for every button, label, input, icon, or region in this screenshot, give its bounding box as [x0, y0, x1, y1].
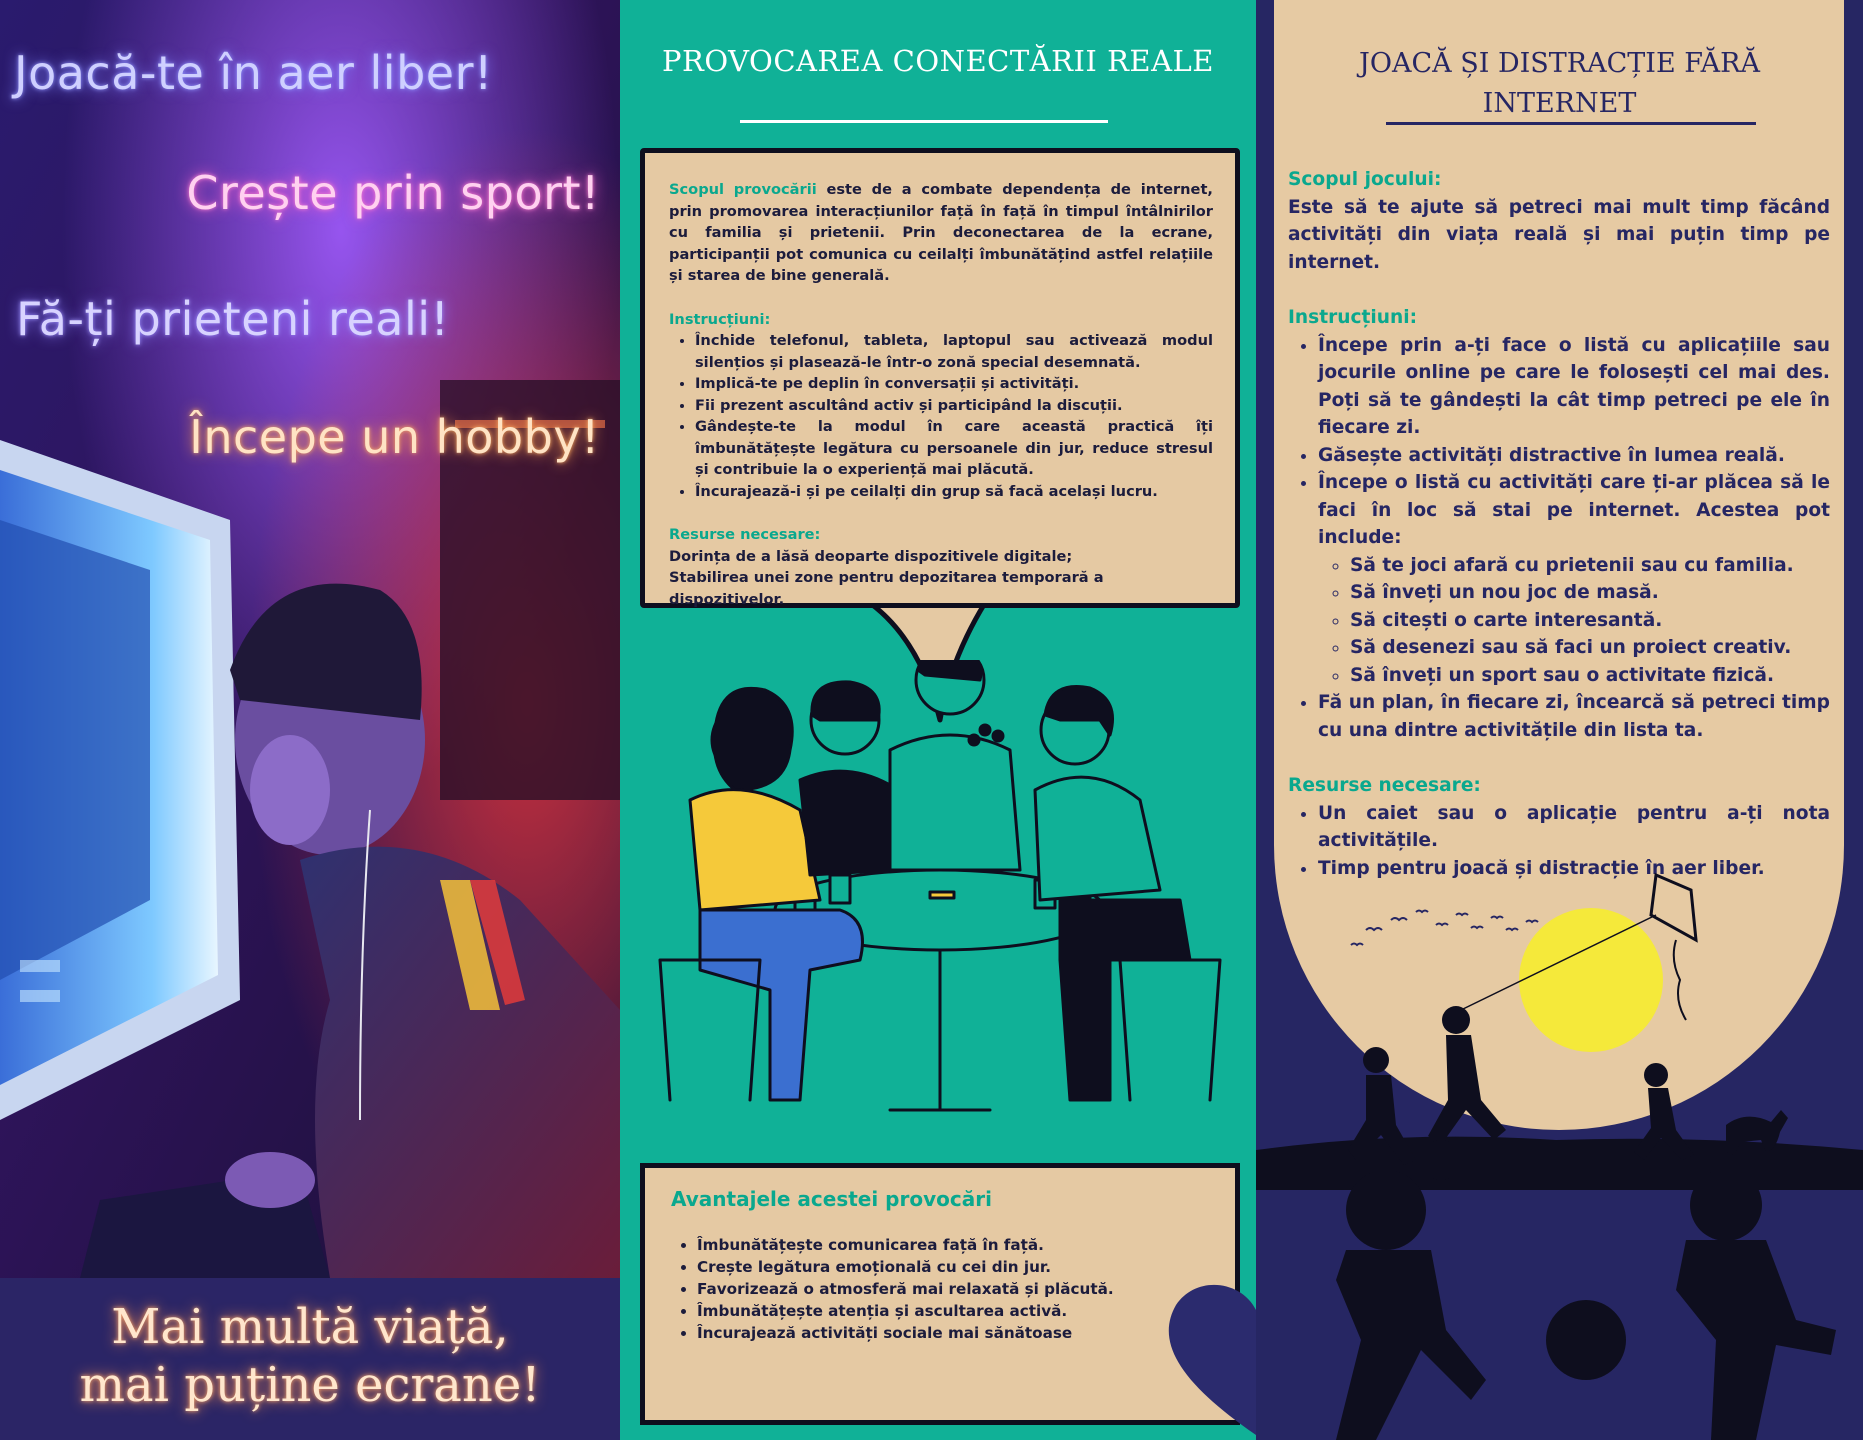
instructions-label: Instrucțiuni:	[1288, 307, 1418, 328]
birds-icon	[1351, 911, 1538, 946]
list-item: • Favorizează o atmosferă mai relaxată și plăcută.	[697, 1278, 1209, 1300]
activities-sublist	[1350, 552, 1830, 690]
resources-label: Resurse necesare:	[1288, 775, 1481, 796]
advantages-box	[640, 1163, 1240, 1425]
panel-right	[1256, 0, 1863, 1440]
slogan-outdoor-play: Joacă-te în aer liber!	[14, 46, 493, 100]
list-item: • Îmbunătățește comunicarea față în față.	[697, 1234, 1209, 1256]
list-item-text: Începe o listă cu activități care ți-ar plăcea să le faci în loc să stai pe internet. Acestea pot include:	[1318, 472, 1830, 548]
panel3-title-line-1: JOACĂ ȘI DISTRACȚIE FĂRĂ	[1359, 48, 1760, 79]
game-content	[1288, 166, 1830, 882]
friends-at-table-illustration	[640, 660, 1240, 1160]
sun-icon	[1519, 908, 1663, 1052]
resource-item: Dorința de a lăsă deoparte dispozitivele digitale;	[669, 547, 1073, 565]
tagline-line-2: mai puține ecrane!	[79, 1357, 541, 1413]
list-item: • Găsește activități distractive în lumea reală.	[1318, 442, 1830, 470]
list-item: • Crește legătura emoțională cu cei din jur.	[697, 1256, 1209, 1278]
list-item: • Închide telefonul, tableta, laptopul sau activează modul silențios și plasează-le într-o zonă special desemnată.	[695, 330, 1213, 373]
kite-icon	[1651, 875, 1696, 940]
goal-text: Este să te ajute să petreci mai mult timp făcând activități din viața reală și mai puțin timp pe internet.	[1288, 196, 1830, 273]
instructions-list	[695, 330, 1213, 502]
sub-list-item: ◦ Să înveți un sport sau o activitate fizică.	[1350, 662, 1830, 690]
sub-list-item: ◦ Să citești o carte interesantă.	[1350, 607, 1830, 635]
resource-item: Stabilirea unei zone pentru depozitarea temporară a dispozitivelor.	[669, 569, 1104, 608]
list-item: • Îmbunătățește atenția și ascultarea activă.	[697, 1300, 1209, 1322]
list-item: • Implică-te pe deplin în conversații și activități.	[695, 373, 1213, 395]
list-item: • Fii prezent ascultând activ și participând la discuții.	[695, 395, 1213, 417]
challenge-goal	[669, 179, 1213, 287]
panel-left	[0, 0, 620, 1440]
list-item: • Timp pentru joacă și distracție în aer liber.	[1318, 855, 1830, 883]
resources-label: Resurse necesare:	[669, 526, 821, 543]
advantages-title: Avantajele acestei provocări	[671, 1187, 992, 1211]
list-item: • Fă un plan, în fiecare zi, încearcă să petreci timp cu una dintre activitățile din lista ta.	[1318, 689, 1830, 744]
instructions-label: Instrucțiuni:	[669, 310, 771, 328]
panel3-title-line-2: INTERNET	[1482, 88, 1637, 119]
panel-middle	[620, 0, 1256, 1440]
challenge-goal-text: este de a combate dependența de internet, prin promovarea interacțiunilor față în față în timpul întâlnirilor cu familia și prietenii. Prin deconectarea de la ecrane, participanții pot comunica cu ceilalți îmbunătățind astfel relațiile și starea de bine generală.	[669, 181, 1213, 284]
slogan-hobby: Începe un hobby!	[189, 410, 600, 464]
goal-label: Scopul jocului:	[1288, 169, 1442, 190]
list-item: • Încurajează activități sociale mai sănătoase	[697, 1322, 1209, 1344]
slogan-sport: Crește prin sport!	[186, 166, 600, 220]
list-item	[1318, 469, 1830, 689]
instructions-list	[1318, 332, 1830, 745]
kids-playing-silhouette	[1256, 860, 1863, 1440]
challenge-goal-label: Scopul provocării	[669, 181, 817, 198]
panel3-title	[1256, 44, 1863, 124]
title-underline	[1386, 122, 1756, 125]
list-item: • Un caiet sau o aplicație pentru a-ți nota activitățile.	[1318, 800, 1830, 855]
advantages-list	[697, 1234, 1209, 1344]
slogan-real-friends: Fă-ți prieteni reali!	[16, 292, 450, 346]
list-item: • Încurajează-i și pe ceilalți din grup să facă același lucru.	[695, 481, 1213, 503]
list-item: • Gândește-te la modul în care această practică îți îmbunătățește legătura cu persoanele din jur, reduce stresul și contribuie la o experiență mai plăcută.	[695, 416, 1213, 481]
tagline-line-1: Mai multă viață,	[111, 1299, 509, 1355]
tagline	[0, 1298, 620, 1414]
list-item: • Începe prin a-ți face o listă cu aplicațiile sau jocurile online pe care le folosești cel mai des. Poți să te gândești la cât timp petreci pe ele în fiecare zi.	[1318, 332, 1830, 442]
panel2-title: PROVOCAREA CONECTĂRII REALE	[662, 44, 1214, 78]
sub-list-item: ◦ Să înveți un nou joc de masă.	[1350, 579, 1830, 607]
sub-list-item: ◦ Să desenezi sau să faci un proiect creativ.	[1350, 634, 1830, 662]
sub-list-item: ◦ Să te joci afară cu prietenii sau cu familia.	[1350, 552, 1830, 580]
speech-bubble	[640, 148, 1240, 608]
